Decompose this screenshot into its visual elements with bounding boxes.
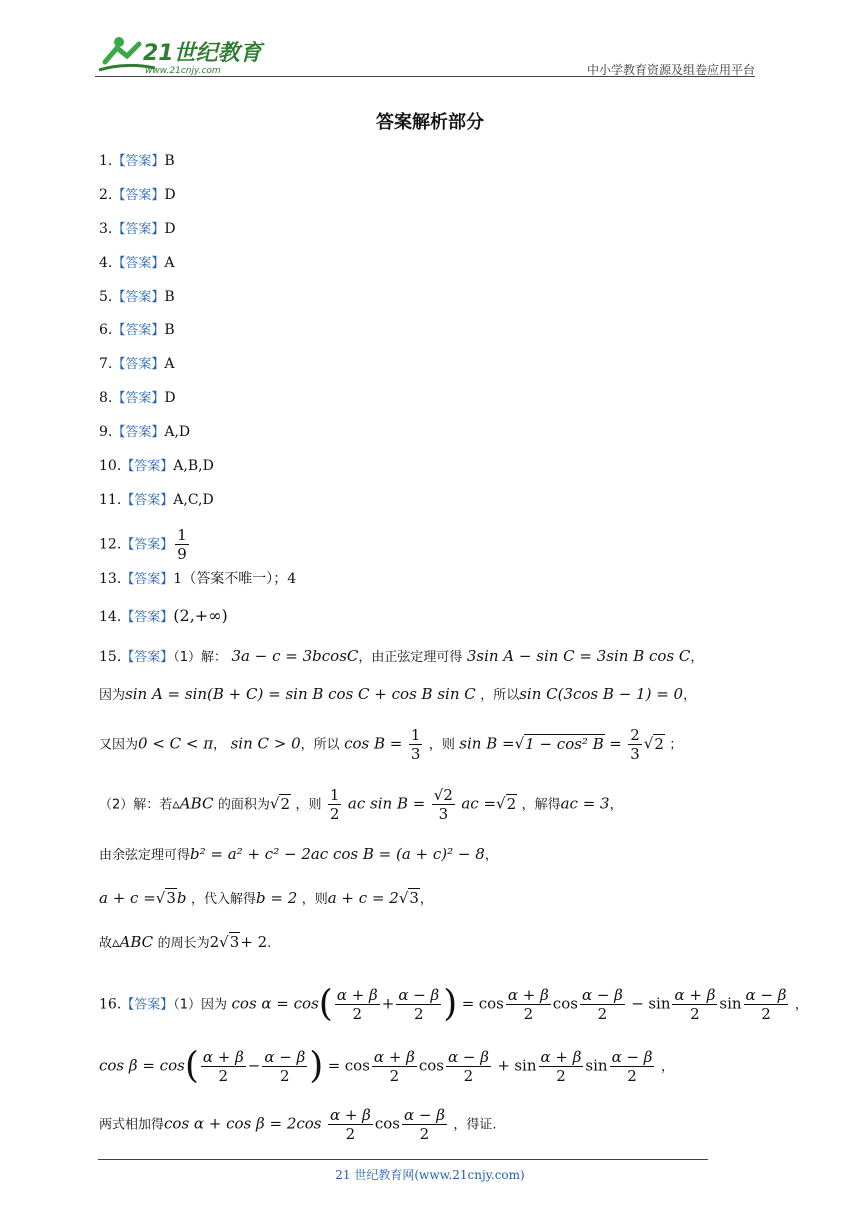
answer-value: B (164, 322, 175, 338)
answer-tag: 【答案】 (112, 222, 165, 237)
answer-tag: 【答案】 (121, 459, 174, 474)
svg-text:21世纪教育: 21世纪教育 (143, 41, 262, 66)
answer-line (99, 606, 228, 628)
question-number: 10. (99, 458, 122, 474)
answer-tag: 【答案】 (112, 290, 165, 305)
question-number: 3. (99, 221, 113, 237)
question-number: 2. (99, 187, 113, 203)
answer-value: A,C,D (173, 492, 214, 508)
q16-line-1: 16.【答案】（1）因为 cos α = cos( $\frac{\alpha + \beta}{2}$ + $\frac{\alpha - \beta}{2}$ ) = cos $\frac{\alpha + \beta}{2}$ cos $\frac{\alpha - \beta}{2}$ − sin $\frac{\alpha + \beta}{2}$ sin $\frac{\alpha - \beta}{2}$ ， (99, 983, 808, 1025)
answer-value: D (164, 390, 176, 406)
answer-tag: 【答案】 (112, 256, 165, 271)
svg-text:www.21cnjy.com: www.21cnjy.com (145, 66, 221, 76)
question-number: 5. (99, 289, 113, 305)
answer-value: A,D (164, 424, 191, 440)
answer-line (99, 388, 176, 409)
page-footer: 21 世纪教育网(www.21cnjy.com) (335, 1168, 525, 1182)
q15-line-6: a + c =√3b ，代入解得b = 2 ，则a + c = 2√3， (99, 889, 433, 907)
q15-line-4: （2）解：若▵ABC 的面积为√2 ，则 $\frac{1}{2}$ ac sin B = $\frac{√2}{3}$ ac =√2 ，解得ac = 3， (99, 786, 623, 823)
answer-line (99, 151, 175, 172)
answer-tag: 【答案】 (121, 610, 174, 625)
answer-tag: 【答案】 (121, 572, 174, 587)
answer-value: B (164, 153, 175, 169)
answer-value: (2,+∞) (173, 606, 228, 625)
footer-divider (98, 1159, 708, 1160)
answer-line (99, 526, 191, 563)
answer-fraction: $\frac{1}{9}$ (177, 526, 187, 563)
answer-line (99, 219, 176, 240)
question-number: 13. (99, 571, 122, 587)
question-number: 1. (99, 153, 113, 169)
answer-line (99, 253, 175, 274)
answer-line (99, 456, 214, 477)
answer-line (99, 422, 190, 443)
q15-line-5: 由余弦定理可得b² = a² + c² − 2ac cos B = (a + c)² − 8， (99, 845, 498, 863)
q16-line-2: cos β = cos( $\frac{\alpha + \beta}{2}$ − $\frac{\alpha - \beta}{2}$ ) = cos $\frac{\alpha + \beta}{2}$ cos $\frac{\alpha - \beta}{2}$ + sin $\frac{\alpha + \beta}{2}$ sin $\frac{\alpha - \beta}{2}$ ， (99, 1045, 674, 1087)
answer-value: A (164, 356, 175, 372)
question-number: 11. (99, 492, 122, 508)
answer-tag: 【答案】 (112, 154, 165, 169)
answer-tag: 【答案】 (112, 188, 165, 203)
answer-tag: 【答案】 (121, 537, 174, 553)
answer-tag: 【答案】 (112, 425, 165, 440)
question-number: 12. (99, 536, 122, 553)
question-number: 4. (99, 255, 113, 271)
q15-line-3: 又因为0 < C < π， sin C > 0，所以 cos B = $\frac{1}{3}$ ，则 sin B =√1 − cos² B = $\frac{2}{3}$ √2 ； (99, 726, 683, 763)
answer-tag: 【答案】 (112, 323, 165, 338)
answer-value: B (164, 289, 175, 305)
answer-line (99, 287, 175, 308)
answer-tag: 【答案】 (112, 357, 165, 372)
answer-value: D (164, 187, 176, 203)
question-number: 14. (99, 609, 122, 625)
answer-value: 1（答案不唯一）；4 (173, 571, 297, 587)
site-logo (95, 32, 275, 76)
question-number: 6. (99, 322, 113, 338)
answer-value: D (164, 221, 176, 237)
answer-value: A,B,D (173, 458, 214, 474)
q15-line-2: 因为sin A = sin(B + C) = sin B cos C + cos B sin C ，所以sin C(3cos B − 1) = 0， (99, 685, 697, 703)
answer-line (99, 569, 296, 590)
answer-tag: 【答案】 (112, 391, 165, 406)
answer-line (99, 490, 214, 511)
question-number: 8. (99, 390, 113, 406)
answer-line (99, 185, 176, 206)
question-number: 9. (99, 424, 113, 440)
answer-value: A (164, 255, 175, 271)
q15-line-7: 故▵ABC 的周长为2√3+ 2. (99, 933, 272, 951)
page-title: 答案解析部分 (376, 112, 484, 133)
answer-tag: 【答案】 (121, 493, 174, 508)
question-number: 7. (99, 356, 113, 372)
q15-line-1: 15.【答案】（1）解： 3a − c = 3bcosC，由正弦定理可得 3sin A − sin C = 3sin B cos C， (99, 647, 704, 665)
page-header (95, 28, 755, 80)
header-divider (95, 76, 755, 77)
q16-line-3: 两式相加得cos α + cos β = 2cos $\frac{\alpha + \beta}{2}$ cos $\frac{\alpha - \beta}{2}$ ，得证. (99, 1106, 497, 1143)
answer-line (99, 354, 175, 375)
platform-name: 中小学教育资源及组卷应用平台 (586, 63, 755, 77)
answer-line (99, 320, 175, 341)
